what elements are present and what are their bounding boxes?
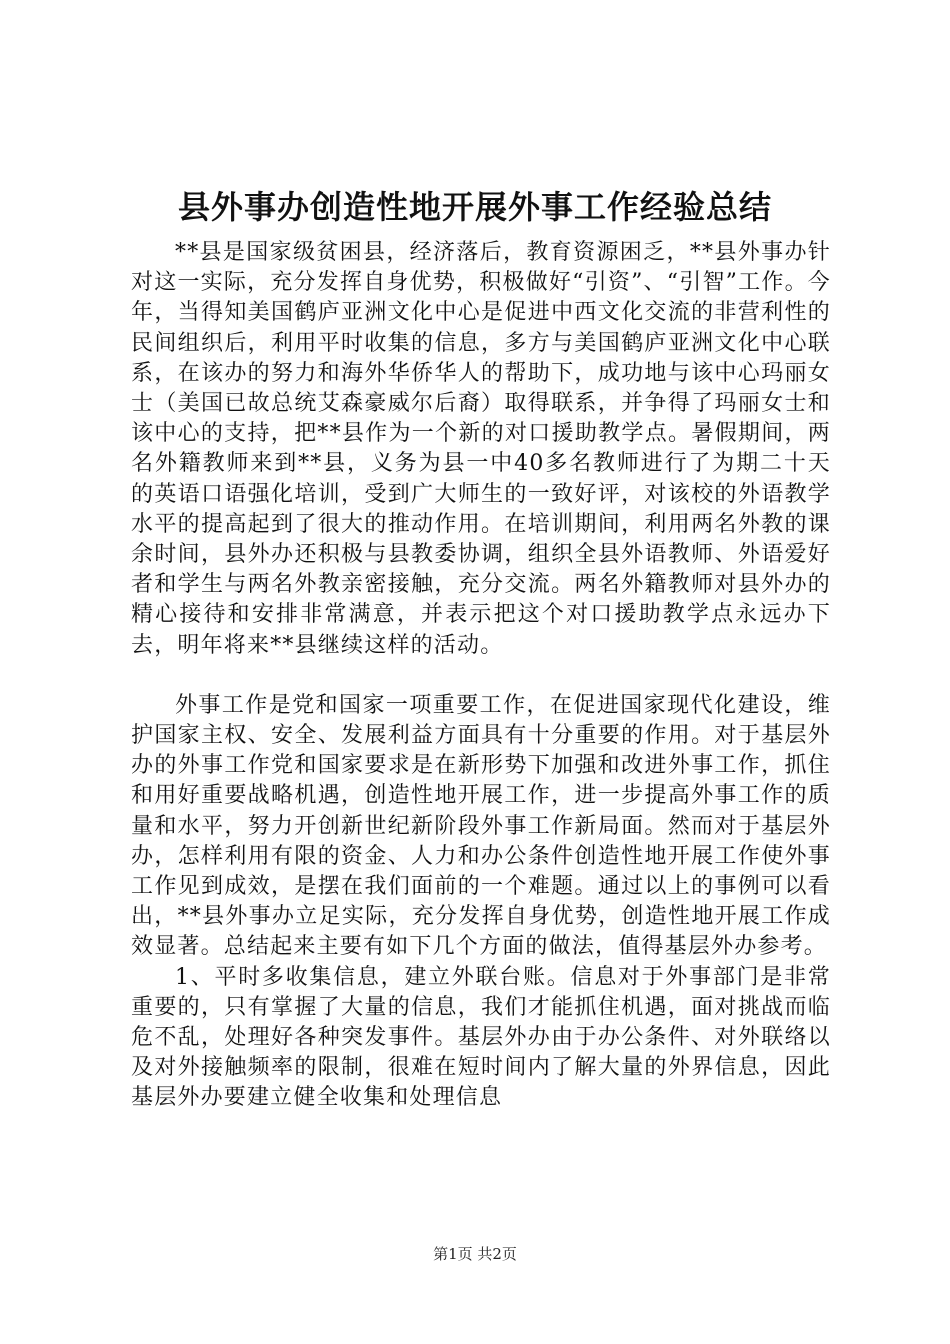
document-title: 县外事办创造性地开展外事工作经验总结 — [177, 188, 772, 226]
page-number-footer: 第1页 共2页 — [433, 1245, 517, 1263]
document-body — [131, 238, 831, 1114]
paragraph-intro-case: **县是国家级贫困县，经济落后，教育资源困乏，**县外事办针对这一实际，充分发挥自身优势，积极做好“引资”、“引智”工作。今年，当得知美国鹤庐亚洲文化中心是促进中西文化交流的非营利性的民间组织后，利用平时收集的信息，多方与美国鹤庐亚洲文化中心联系，在该办的努力和海外华侨华人的帮助下，成功地与该中心玛丽女士（美国已故总统艾森豪威尔后裔）取得联系，并争得了玛丽女士和该中心的支持，把**县作为一个新的对口援助教学点。暑假期间，两名外籍教师来到**县，义务为县一中40多名教师进行了为期二十天的英语口语强化培训，受到广大师生的一致好评，对该校的外语教学水平的提高起到了很大的推动作用。在培训期间，利用两名外教的课余时间，县外办还积极与县教委协调，组织全县外语教师、外语爱好者和学生与两名外教亲密接触，充分交流。两名外籍教师对县外办的精心接待和安排非常满意，并表示把这个对口援助教学点永远办下去，明年将来**县继续这样的活动。 — [131, 240, 831, 658]
paragraph-significance: 外事工作是党和国家一项重要工作，在促进国家现代化建设，维护国家主权、安全、发展利益方面具有十分重要的作用。对于基层外办的外事工作党和国家要求是在新形势下加强和改进外事工作，抓住和用好重要战略机遇，创造性地开展工作，进一步提高外事工作的质量和水平，努力开创新世纪新阶段外事工作新局面。然而对于基层外办，怎样利用有限的资金、人力和办公条件创造性地开展工作使外事工作见到成效，是摆在我们面前的一个难题。通过以上的事例可以看出，**县外事办立足实际，充分发挥自身优势，创造性地开展工作成效显著。总结起来主要有如下几个方面的做法，值得基层外办参考。 — [131, 692, 831, 960]
paragraph-point-1: 1、平时多收集信息，建立外联台账。信息对于外事部门是非常重要的，只有掌握了大量的信息，我们才能抓住机遇，面对挑战而临危不乱，处理好各种突发事件。基层外办由于办公条件、对外联络以及对外接触频率的限制，很难在短时间内了解大量的外界信息，因此基层外办要建立健全收集和处理信息 — [131, 964, 831, 1111]
